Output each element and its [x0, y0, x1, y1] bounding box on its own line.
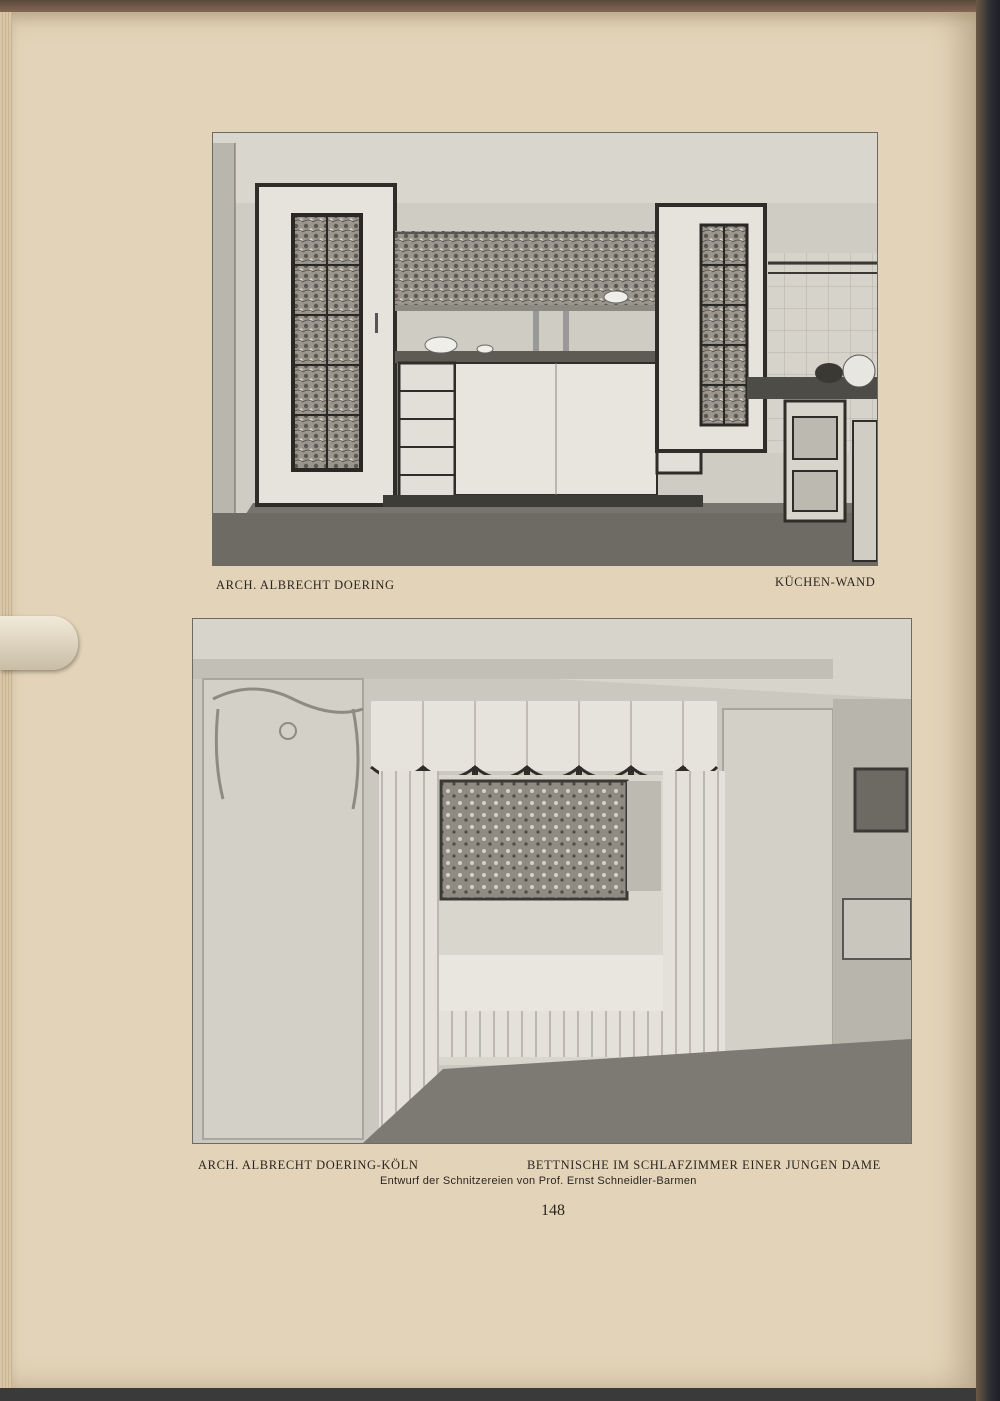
- bedroom-credit-caption: Entwurf der Schnitzereien von Prof. Ernst Schneidler-Barmen: [380, 1175, 697, 1187]
- bedroom-title-caption: BETTNISCHE IM SCHLAFZIMMER EINER JUNGEN DAME: [527, 1158, 881, 1172]
- book-spine: [976, 0, 1000, 1401]
- kitchen-title-caption: KÜCHEN-WAND: [775, 575, 876, 589]
- page-stack-edge: [0, 12, 12, 1388]
- page-number: 148: [541, 1202, 565, 1219]
- kitchen-architect-caption: ARCH. ALBRECHT DOERING: [216, 578, 395, 592]
- bookmark-clip: [0, 616, 78, 670]
- kitchen-photo-illustration: [213, 133, 877, 565]
- kitchen-wall-photo: [212, 132, 878, 566]
- bedroom-architect-caption: ARCH. ALBRECHT DOERING-KÖLN: [198, 1158, 419, 1172]
- bed-alcove-photo: [192, 618, 912, 1144]
- bedroom-photo-illustration: [193, 619, 911, 1143]
